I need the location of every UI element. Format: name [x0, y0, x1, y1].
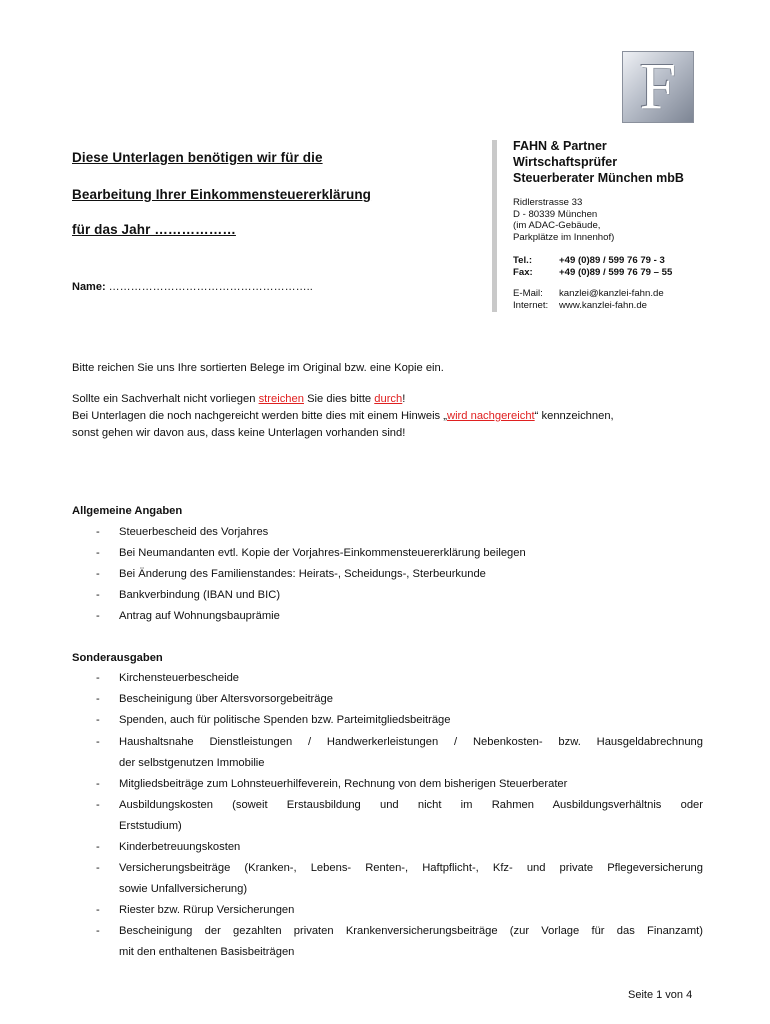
- name-label: Name:: [72, 281, 106, 293]
- heading-line-3: für das Jahr ………………: [72, 222, 236, 237]
- red-emphasis: durch: [374, 393, 403, 405]
- address-line: D - 80339 München: [513, 208, 598, 220]
- email-value: kanzlei@kanzlei-fahn.de: [559, 288, 664, 299]
- bullet: -: [96, 778, 100, 790]
- list-item-text: Kinderbetreuungskosten: [119, 841, 241, 853]
- text-segment: !: [402, 393, 406, 405]
- logo-letter: F: [639, 50, 677, 123]
- fax-line: [513, 267, 672, 278]
- email-label: E-Mail:: [513, 288, 543, 299]
- intro-paragraph-1: Bitte reichen Sie uns Ihre sortierten Belege im Original bzw. eine Kopie ein.: [72, 362, 444, 374]
- bullet: -: [96, 589, 100, 601]
- email-line: [513, 288, 664, 299]
- name-field: [72, 281, 313, 293]
- list-item-text: Bescheinigung der gezahlten privaten Krankenversicherungsbeiträge (zur Vorlage für das Finanzamt): [119, 925, 703, 937]
- bullet: -: [96, 547, 100, 559]
- list-item-text: der selbstgenutzen Immobilie: [119, 757, 265, 769]
- bullet: -: [96, 672, 100, 684]
- sidebar-divider: [492, 140, 497, 312]
- heading-line-2: Bearbeitung Ihrer Einkommensteuererklärung: [72, 187, 372, 202]
- text-segment: Bei Unterlagen die noch nachgereicht werden bitte dies mit einem Hinweis „: [72, 410, 447, 422]
- list-item-text: Spenden, auch für politische Spenden bzw. Parteimitgliedsbeiträge: [119, 714, 451, 726]
- list-item-text: Bei Änderung des Familienstandes: Heirats-, Scheidungs-, Sterbeurkunde: [119, 568, 486, 580]
- bullet: -: [96, 841, 100, 853]
- name-blank: ………………………………………………..: [105, 281, 313, 293]
- bullet: -: [96, 526, 100, 538]
- bullet: -: [96, 925, 100, 937]
- bullet: -: [96, 610, 100, 622]
- page-number: Seite 1 von 4: [628, 989, 693, 1001]
- firm-name-2: Wirtschaftsprüfer: [513, 155, 618, 169]
- firm-logo: [622, 51, 694, 123]
- list-item-text: Ausbildungskosten (soweit Erstausbildung und nicht im Rahmen Ausbildungsverhältnis oder: [119, 799, 703, 811]
- address-line: Ridlerstrasse 33: [513, 197, 583, 208]
- internet-label: Internet:: [513, 300, 549, 311]
- list-item-text: Bescheinigung über Altersvorsorgebeiträge: [119, 693, 333, 705]
- text-segment: Sollte ein Sachverhalt nicht vorliegen: [72, 393, 259, 405]
- list-item-text: Versicherungsbeiträge (Kranken-, Lebens- Renten-, Haftpflicht-, Kfz- und private Pflegeversicherung: [119, 862, 703, 874]
- red-emphasis: wird nachgereicht: [446, 410, 535, 422]
- list-item-text: Kirchensteuerbescheide: [119, 672, 240, 684]
- bullet: -: [96, 799, 100, 811]
- bullet: -: [96, 714, 100, 726]
- internet-value: www.kanzlei-fahn.de: [559, 300, 647, 311]
- list-item-text: Riester bzw. Rürup Versicherungen: [119, 904, 295, 916]
- intro-paragraph-3: [72, 408, 614, 424]
- section-title-general: Allgemeine Angaben: [72, 505, 183, 517]
- bullet: -: [96, 693, 100, 705]
- intro-paragraph-2: [72, 391, 405, 407]
- firm-name-1: FAHN & Partner: [513, 139, 607, 153]
- fax-label: Fax:: [513, 267, 533, 278]
- internet-line: [513, 300, 647, 311]
- list-item-text: Mitgliedsbeiträge zum Lohnsteuerhilfeverein, Rechnung von dem bisherigen Steuerberater: [119, 778, 568, 790]
- list-item-text: Erststudium): [119, 820, 182, 832]
- tel-label: Tel.:: [513, 255, 533, 266]
- firm-name-3: Steuerberater München mbB: [513, 171, 684, 185]
- bullet: -: [96, 736, 100, 748]
- list-item-text: Antrag auf Wohnungsbauprämie: [119, 610, 280, 622]
- section-title-special: Sonderausgaben: [72, 652, 163, 664]
- list-item-text: Bei Neumandanten evtl. Kopie der Vorjahres-Einkommensteuererklärung beilegen: [119, 547, 526, 559]
- list-item-text: mit den enthaltenen Basisbeiträgen: [119, 946, 295, 958]
- heading-line-1: Diese Unterlagen benötigen wir für die: [72, 150, 323, 165]
- tel-line: [513, 255, 665, 266]
- list-item-text: sowie Unfallversicherung): [119, 883, 248, 895]
- fax-value: +49 (0)89 / 599 76 79 – 55: [559, 267, 673, 278]
- text-segment: “ kennzeichnen,: [534, 410, 614, 422]
- address-line: Parkplätze im Innenhof): [513, 231, 615, 243]
- tel-value: +49 (0)89 / 599 76 79 - 3: [559, 255, 665, 266]
- red-emphasis: streichen: [258, 393, 304, 405]
- list-item-text: Bankverbindung (IBAN und BIC): [119, 589, 281, 601]
- address-line: (im ADAC-Gebäude,: [513, 220, 601, 231]
- bullet: -: [96, 904, 100, 916]
- bullet: -: [96, 862, 100, 874]
- intro-paragraph-4: sonst gehen wir davon aus, dass keine Unterlagen vorhanden sind!: [72, 427, 406, 439]
- list-item-text: Haushaltsnahe Dienstleistungen / Handwerkerleistungen / Nebenkosten- bzw. Hausgeldabrechnung: [119, 736, 703, 748]
- text-segment: Sie dies bitte: [303, 393, 375, 405]
- list-item-text: Steuerbescheid des Vorjahres: [119, 526, 269, 538]
- firm-address: [513, 197, 614, 243]
- bullet: -: [96, 568, 100, 580]
